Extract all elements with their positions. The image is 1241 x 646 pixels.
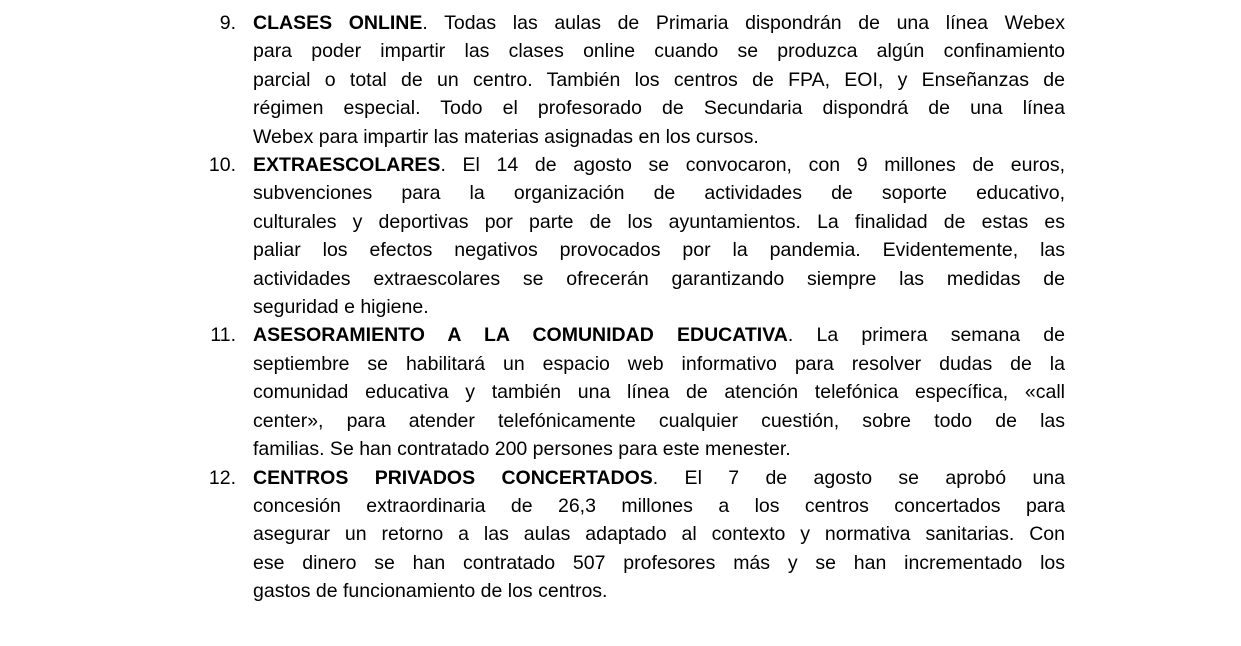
item-number: 9. [219, 12, 236, 34]
text-line: concesión extraordinaria de 26,3 millones a los centros concertados para [253, 494, 1065, 517]
text-line: régimen especial. Todo el profesorado de Secundaria dispondrá de una línea [253, 97, 1065, 120]
text-run: . Todas las aulas de Primaria dispondrán de una línea Webex [422, 12, 1065, 34]
list-item-11 [210, 321, 1065, 463]
text-run: . La primera semana de [787, 324, 1065, 347]
text-line: seguridad e higiene. [253, 296, 429, 319]
list-item-9 [219, 9, 1065, 151]
text-line: parcial o total de un centro. También los centros de FPA, EOI, y Enseñanzas de [253, 68, 1065, 91]
text-line: subvenciones para la organización de actividades de soporte educativo, [253, 182, 1065, 205]
item-title: CENTROS PRIVADOS CONCERTADOS [253, 466, 653, 489]
text-line: center», para atender telefónicamente cualquier cuestión, sobre todo de las [253, 409, 1065, 432]
text-line [253, 464, 1065, 492]
text-line: comunidad educativa y también una línea de atención telefónica específica, «call [253, 381, 1065, 404]
item-number: 11. [210, 324, 236, 347]
text-line: familias. Se han contratado 200 persones para este menester. [253, 438, 791, 461]
item-title: ASESORAMIENTO A LA COMUNIDAD EDUCATIVA [253, 324, 788, 347]
text-line: Webex para impartir las materias asignadas en los cursos. [253, 125, 759, 148]
item-title: CLASES ONLINE [253, 12, 423, 34]
text-line: paliar los efectos negativos provocados por la pandemia. Evidentemente, las [253, 239, 1065, 262]
item-number: 10. [208, 154, 236, 177]
document-page [208, 0, 1065, 606]
text-run: . El 7 de agosto se aprobó una [652, 466, 1065, 489]
text-line: culturales y deportivas por parte de los ayuntamientos. La finalidad de estas es [253, 210, 1065, 233]
text-line [253, 151, 1065, 179]
text-line: para poder impartir las clases online cuando se produzca algún confinamiento [253, 40, 1065, 63]
text-line [253, 321, 1065, 349]
item-number: 12. [208, 466, 236, 489]
list-item-10 [208, 151, 1065, 321]
text-line [253, 9, 1065, 37]
text-line: actividades extraescolares se ofrecerán garantizando siempre las medidas de [253, 267, 1065, 290]
text-run: . El 14 de agosto se convocaron, con 9 millones de euros, [440, 154, 1065, 177]
list-item-12 [208, 464, 1065, 606]
text-line: asegurar un retorno a las aulas adaptado al contexto y normativa sanitarias. Con [253, 523, 1065, 546]
text-line: septiembre se habilitará un espacio web informativo para resolver dudas de la [253, 352, 1065, 375]
item-title: EXTRAESCOLARES [253, 154, 441, 177]
text-line: ese dinero se han contratado 507 profesores más y se han incrementado los [253, 551, 1065, 574]
text-line: gastos de funcionamiento de los centros. [253, 580, 608, 603]
